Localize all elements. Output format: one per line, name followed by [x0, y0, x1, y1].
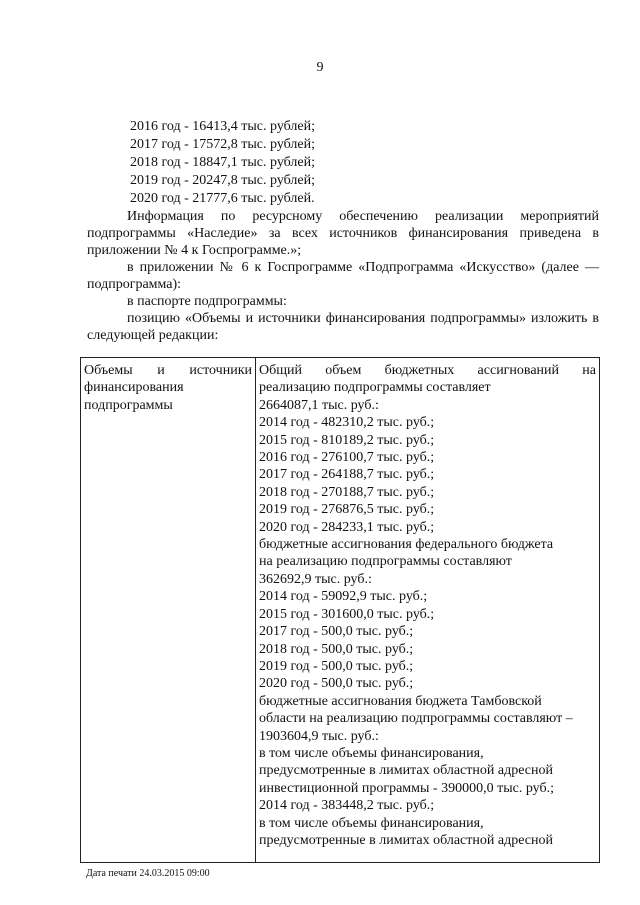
table-line: инвестиционной программы - 390000,0 тыс. руб.; [259, 780, 554, 796]
table-line: 2020 год - 500,0 тыс. руб.; [259, 676, 414, 692]
position-paragraph: позицию «Объемы и источники финансирования подпрограммы» изложить в следующей редакции: [87, 311, 599, 343]
table-line: реализацию подпрограммы составляет [259, 380, 491, 396]
table-line: 362692,9 тыс. руб.: [259, 571, 372, 587]
year-line: 2017 год - 17572,8 тыс. рублей; [130, 137, 316, 152]
table-row [81, 358, 600, 863]
year-line: 2019 год - 20247,8 тыс. рублей; [130, 173, 316, 188]
year-line: 2020 год - 21777,6 тыс. рублей. [130, 191, 315, 206]
table-line: 2017 год - 500,0 тыс. руб.; [259, 624, 414, 640]
table-line: области на реализацию подпрограммы составляют – [259, 711, 573, 727]
table-line: 2019 год - 500,0 тыс. руб.; [259, 658, 414, 674]
passport-paragraph: в паспорте подпрограммы: [127, 294, 287, 309]
info-paragraph: Информация по ресурсному обеспечению реализации мероприятий подпрограммы «Наследие» за всех источников финансирования приведена в приложении № 4 к Госпрограмме.»; [87, 209, 599, 258]
table-line: 2664087,1 тыс. руб.: [259, 397, 379, 413]
page-number: 9 [316, 60, 324, 75]
table-line: предусмотренные в лимитах областной адресной [259, 832, 553, 848]
print-date-footer: Дата печати 24.03.2015 09:00 [86, 868, 210, 879]
table-line: на реализацию подпрограммы составляют [259, 554, 512, 570]
table-line: 2016 год - 276100,7 тыс. руб.; [259, 450, 435, 466]
table-line: в том числе объемы финансирования, [259, 815, 484, 831]
table-line: 2018 год - 500,0 тыс. руб.; [259, 641, 414, 657]
table-line: 2014 год - 482310,2 тыс. руб.; [259, 415, 435, 431]
table-line: 2020 год - 284233,1 тыс. руб.; [259, 519, 435, 535]
table-line: 2014 год - 59092,9 тыс. руб.; [259, 589, 428, 605]
table-line: 2018 год - 270188,7 тыс. руб.; [259, 484, 435, 500]
table-line: 2019 год - 276876,5 тыс. руб.; [259, 502, 435, 518]
table-line: бюджетные ассигнования бюджета Тамбовской [259, 693, 542, 709]
year-line: 2016 год - 16413,4 тыс. рублей; [130, 119, 316, 134]
table-line: Общий объем бюджетных ассигнований на [259, 363, 596, 378]
year-line: 2018 год - 18847,1 тыс. рублей; [130, 155, 316, 170]
passport-table [80, 357, 600, 863]
table-line: 1903604,9 тыс. руб.: [259, 728, 379, 744]
table-left-cell: Объемы и источники финансирования подпрограммы [81, 358, 256, 863]
table-line: 2014 год - 383448,2 тыс. руб.; [259, 798, 435, 814]
table-line: бюджетные ассигнования федерального бюджета [259, 537, 554, 553]
table-line: 2017 год - 264188,7 тыс. руб.; [259, 467, 435, 483]
table-line: предусмотренные в лимитах областной адресной [259, 763, 553, 779]
table-line: 2015 год - 810189,2 тыс. руб.; [259, 432, 435, 448]
table-right-cell [256, 358, 600, 863]
table-line: в том числе объемы финансирования, [259, 745, 484, 761]
year-funding-list [130, 118, 315, 208]
table-line: 2015 год - 301600,0 тыс. руб.; [259, 606, 435, 622]
appendix-paragraph: в приложении № 6 к Госпрограмме «Подпрограмма «Искусство» (далее — подпрограмма): [87, 260, 599, 292]
